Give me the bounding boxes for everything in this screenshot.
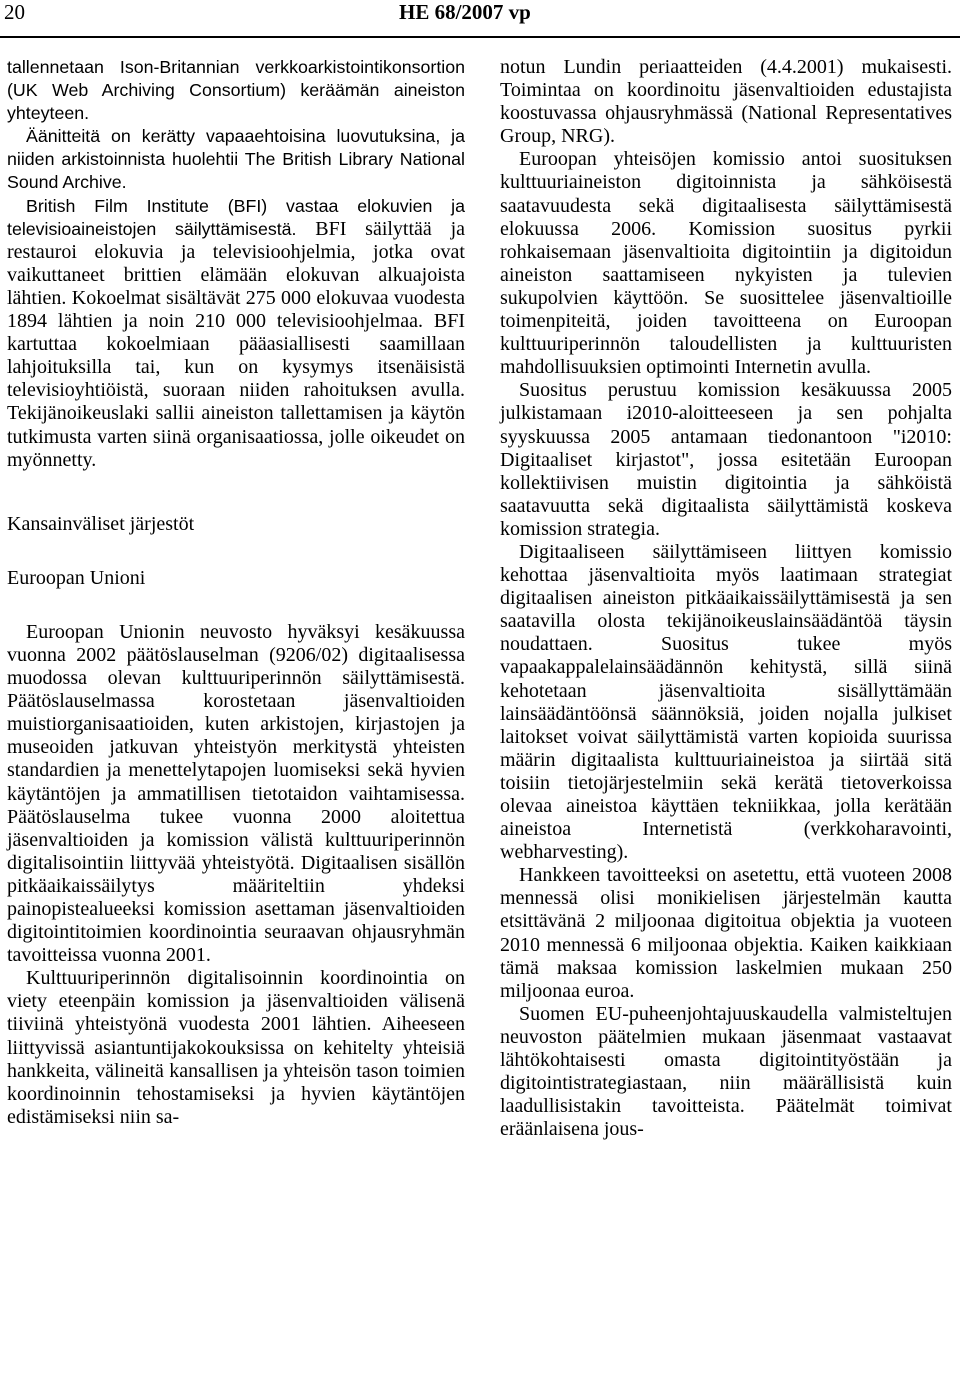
page-header [0, 0, 960, 36]
paragraph: Hankkeen tavoitteeksi on asetettu, että vuoteen 2008 mennessä olisi monikielisen järjestelmän kautta etsittävänä 2 miljoonaa digitoitua objektia ja vuoteen 2010 mennessä 6 miljoonaa objektia. Kaiken kaikkiaan tämä maksaa komission laskelmien mukaan 250 miljoonaa euroa. [500, 864, 952, 1002]
paragraph: tallennetaan Ison-Britannian verkkoarkistointikonsortion (UK Web Archiving Consortium) keräämän aineiston yhteyteen. [7, 57, 465, 124]
paragraph: Äänitteitä on kerätty vapaaehtoisina luovutuksina, ja niiden arkistoinnista huolehtii The British Library National Sound Archive. [7, 126, 465, 193]
header-rule [0, 36, 960, 38]
document-id: HE 68/2007 vp [399, 0, 531, 24]
page-number: 20 [4, 0, 25, 24]
subsection-heading: Euroopan Unioni [7, 566, 146, 589]
paragraph: Kulttuuriperinnön digitalisoinnin koordinointia on viety eteenpäin komission ja jäsenvaltioiden välisenä tiiviinä yhteistyönä vuodesta 2001 lähtien. Aiheeseen liittyvissä asiantuntijakokouksissa on kehitelty yhteisiä hankkeita, välineitä kansallisen ja yhteisön tason toimien koordinoinnin tehostamiseksi ja hyvien käytäntöjen edistämiseksi niin sa- [7, 967, 465, 1128]
paragraph: Suositus perustuu komission kesäkuussa 2005 julkistamaan i2010-aloitteeseen ja sen pohjalta syyskuussa 2005 antamaan tiedonantoon "i2010: Digitaaliset kirjastot", jossa esitetään Euroopan kollektiivisen muistin digitointia ja sähköistä saatavuutta sekä digitaalista säilyttämistä koskeva komission strategia. [500, 379, 952, 540]
paragraph-serif-part: BFI säilyttää ja restauroi elokuvia ja televisioohjelmia, jotka ovat vaikuttaneet brittien elämään elokuvan alkuajoista lähtien. Kokoelmat sisältävät 275 000 elokuvaa vuodesta 1894 lähtien ja noin 210 000 televisioohjelmaa. BFI kartuttaa kokoelmiaan pääasiallisesti saamillaan lahjoituksilla tai, kun on kysymys itsenäisistä televisioyhtiöistä, suoraan niiden rahoituksen avulla. Tekijänoikeuslaki sallii aineiston tallettamisen ja käytön tutkimusta varten siinä organisaatiossa, jolle oikeudet on myönnetty. [7, 217, 465, 471]
left-column [7, 56, 465, 1129]
paragraph: Euroopan yhteisöjen komissio antoi suosituksen kulttuuriaineiston digitoinnista ja sähköisestä saatavuudesta sekä digitaalisesta säilyttämisestä elokuussa 2006. Komission suositus pyrkii rohkaisemaan jäsenvaltioita digitointiin ja digitoidun aineiston saattamiseen nykyisten ja tulevien sukupolvien käyttöön. Se suosittelee jäsenvaltioille toimenpiteitä, joiden tavoitteena on Euroopan kulttuuriperinnön taloudellisten ja kulttuuristen mahdollisuuksien optimointi Internetin avulla. [500, 148, 952, 379]
right-column [500, 56, 952, 1141]
section-heading: Kansainväliset järjestöt [7, 512, 195, 535]
paragraph: notun Lundin periaatteiden (4.4.2001) mukaisesti. Toimintaa on koordinoitu jäsenvaltioiden edustajista koostuvassa ohjausryhmässä (National Representatives Group, NRG). [500, 56, 952, 148]
paragraph-sans-part: British Film Institute (BFI) vastaa elokuvien ja televisioaineistojen säilyttämisestä. [7, 195, 465, 239]
paragraph: Digitaaliseen säilyttämiseen liittyen komissio kehottaa jäsenvaltioita myös laatimaan strategiat digitaalisen aineiston pitkäaikaissäilyttämisestä ja sen saatavilla olosta tekijänoikeuslainsäädäntöä täysin noudattaen. Suositus tukee myös vapaakappalelainsäädännön kehitystä, sillä siinä kehotetaan jäsenvaltioita sisällyttämään lainsäädäntöönsä säännöksiä, joiden nojalla julkiset laitokset voivat säilyttämistä varten kopioida suurissa määrin digitaalista kulttuuriaineistoa ja siirtää sitä toisiin tietojärjestelmiin sekä kerätä tietoverkoissa olevaa aineistoa käyttäen tekniikkaa, jolla kerätään aineistoa Internetistä (verkkoharavointi, webharvesting). [500, 540, 952, 864]
paragraph: Euroopan Unionin neuvosto hyväksyi kesäkuussa vuonna 2002 päätöslauselman (9206/02) digitaalisessa muodossa olevan kulttuuriperinnön säilyttämisestä. Päätöslauselmassa korostetaan jäsenvaltioiden muistiorganisaatioiden, kuten arkistojen, kirjastojen ja museoiden jatkuvan yhteistyön merkitystä yhteisten standardien ja menettelytapojen luomiseksi sekä hyvien käytäntöjen ja ammatillisen tietotaidon vaihtamisessa. Päätöslauselma tukee vuonna 2000 aloitettua jäsenvaltioiden ja komission välistä kulttuuriperinnön digitalisointiin liittyvää yhteistyötä. Digitaalisen sisällön pitkäaikaissäilytys määriteltiin yhdeksi painopistealueeksi komission asettaman jäsenvaltioiden digitointitoimien koordinointia seuraavan ohjausryhmän tavoitteissa vuonna 2001. [7, 620, 465, 967]
paragraph [7, 195, 465, 472]
paragraph: Suomen EU-puheenjohtajuuskaudella valmisteltujen neuvoston päätelmien mukaan jäsenmaat vastaavat lähtökohtaisesti omasta digitointityöstään ja digitointistrategiastaan, niin määrällisistä kuin laadullisistakin tavoitteista. Päätelmät toimivat eräänlaisena jous- [500, 1002, 952, 1141]
